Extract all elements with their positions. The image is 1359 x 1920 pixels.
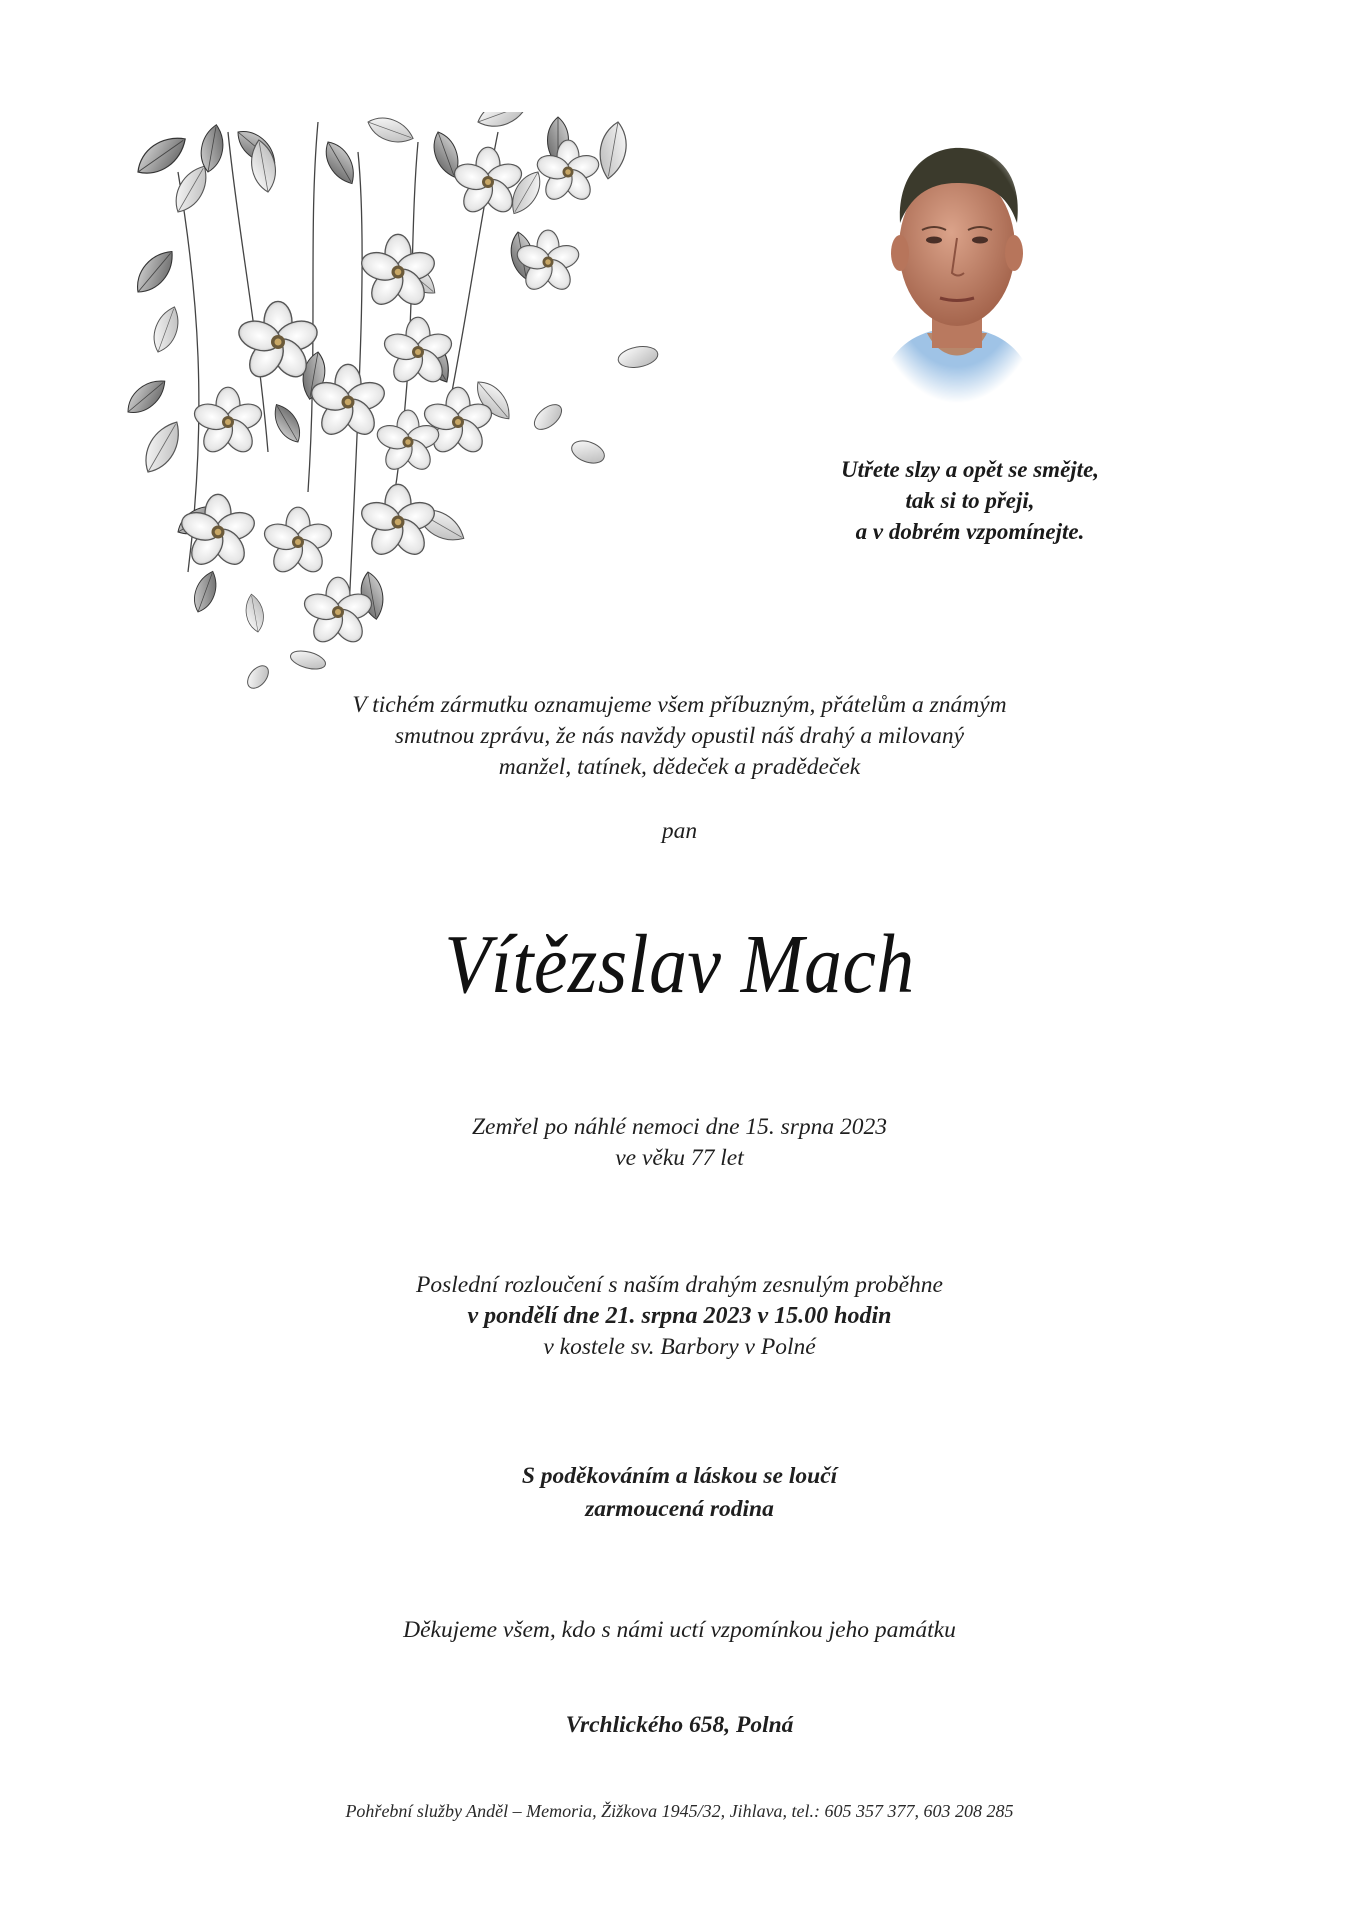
motto-verse (800, 454, 1140, 547)
family-line: zarmoucená rodina (585, 1496, 774, 1522)
portrait-photo (872, 138, 1042, 403)
funeral-line: Poslední rozloučení s naším drahým zesnulým proběhne (416, 1272, 943, 1298)
motto-line: tak si to přeji, (905, 488, 1035, 513)
intro-line: V tichém zármutku oznamujeme všem příbuzným, přátelům a známým (352, 692, 1007, 718)
floral-illustration (118, 112, 678, 702)
motto-line: a v dobrém vzpomínejte. (855, 519, 1085, 544)
funeral-service-footer: Pohřební služby Anděl – Memoria, Žižkova 1945/32, Jihlava, tel.: 605 357 377, 603 208 285 (345, 1801, 1014, 1821)
intro-line: manžel, tatínek, dědeček a pradědeček (498, 754, 861, 780)
family-line: S poděkováním a láskou se loučí (521, 1463, 838, 1489)
title-word: pan (661, 818, 698, 844)
funeral-date: v pondělí dne 21. srpna 2023 v 15.00 hodin (467, 1303, 892, 1329)
thanks-line: Děkujeme všem, kdo s námi uctí vzpomínkou jeho památku (403, 1617, 956, 1643)
family-signature (0, 1460, 1359, 1526)
funeral-info (0, 1270, 1359, 1363)
address: Vrchlického 658, Polná (565, 1712, 794, 1738)
intro-line: smutnou zprávu, že nás navždy opustil náš drahý a milovaný (394, 723, 965, 749)
death-line: Zemřel po náhlé nemoci dne 15. srpna 2023 (471, 1114, 888, 1140)
funeral-location: v kostele sv. Barbory v Polné (543, 1334, 816, 1360)
death-notice (0, 1112, 1359, 1174)
death-line: ve věku 77 let (615, 1145, 744, 1171)
deceased-name: Vítězslav Mach (444, 918, 915, 1011)
motto-line: Utřete slzy a opět se smějte, (840, 457, 1100, 482)
announcement-intro (0, 690, 1359, 783)
